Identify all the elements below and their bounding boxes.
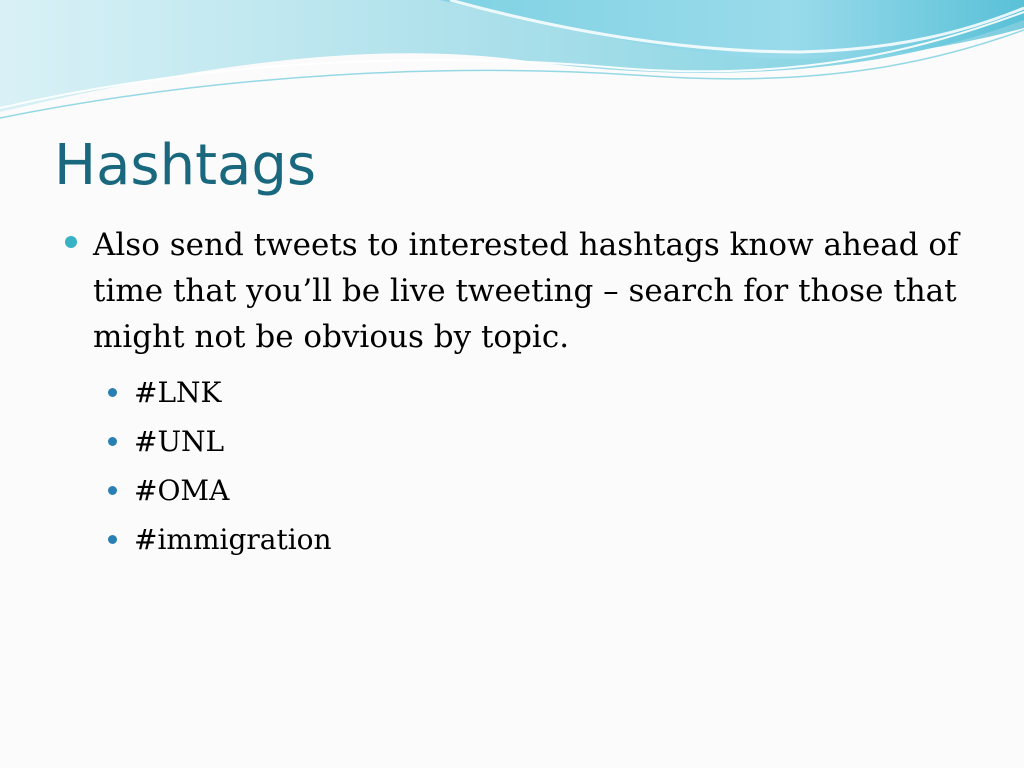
hashtag-text: #LNK	[134, 376, 222, 409]
hashtag-list	[60, 368, 980, 564]
sub-bullet-item	[108, 368, 980, 417]
sub-bullet-item	[108, 466, 980, 515]
bullet-text: Also send tweets to interested hashtags know ahead of time that you’ll be live tweeting – search for those that might not be obvious by topic.	[93, 227, 959, 355]
bullet-dot-icon	[108, 535, 117, 544]
bullet-dot-icon	[108, 437, 117, 446]
sub-bullet-item	[108, 417, 980, 466]
bullet-item	[60, 222, 980, 360]
bullet-dot-icon	[108, 388, 117, 397]
decorative-wave-header	[0, 0, 1024, 130]
hashtag-text: #immigration	[134, 523, 332, 556]
bullet-dot-icon	[108, 486, 117, 495]
sub-bullet-item	[108, 515, 980, 564]
hashtag-text: #OMA	[134, 474, 230, 507]
hashtag-text: #UNL	[134, 425, 225, 458]
slide-body	[60, 222, 980, 564]
bullet-dot-icon	[65, 236, 77, 248]
slide-title: Hashtags	[54, 133, 317, 198]
